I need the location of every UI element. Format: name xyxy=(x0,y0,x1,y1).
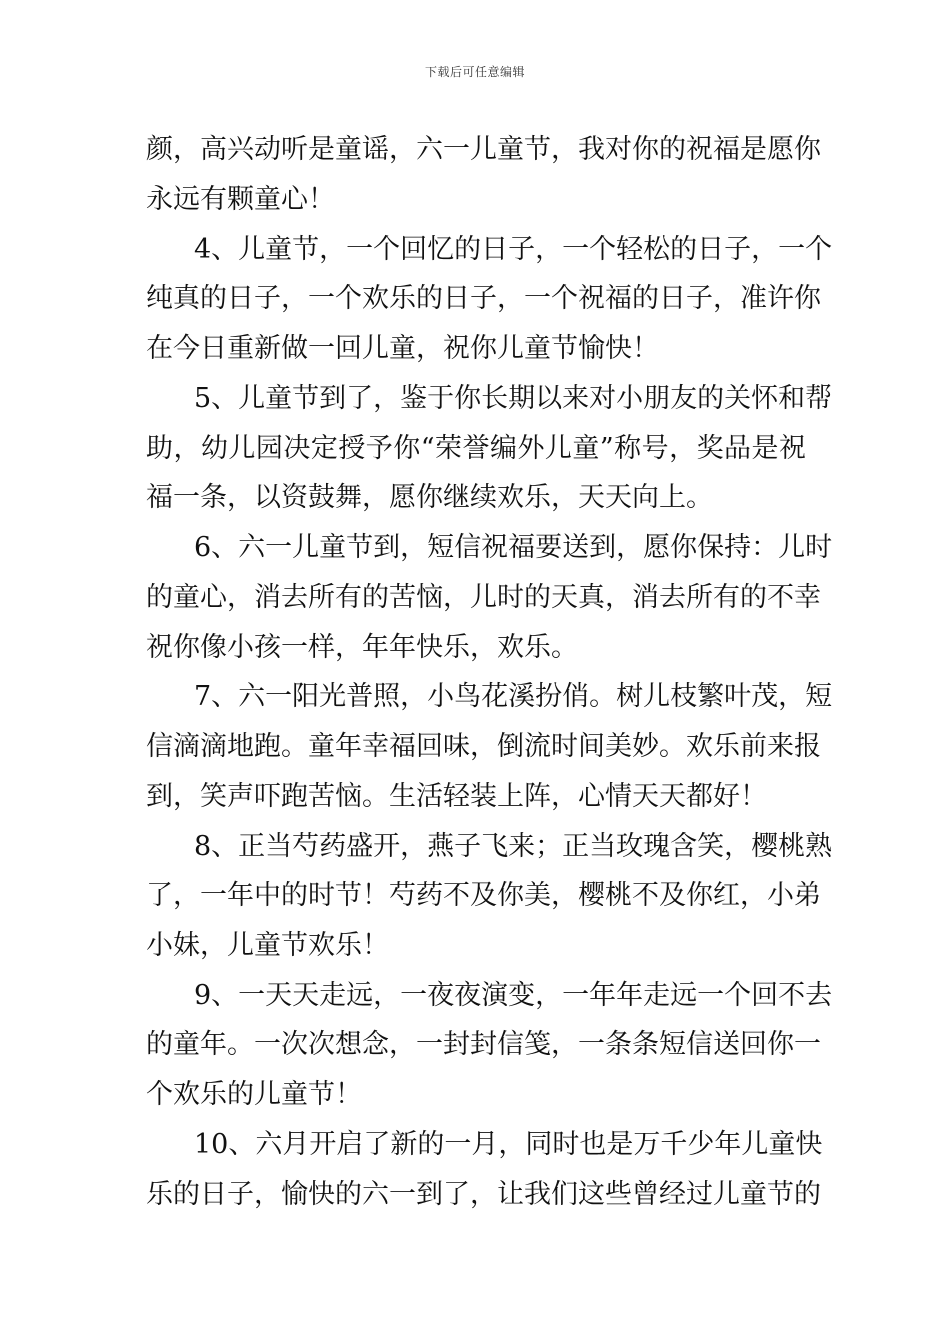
text-line: 10、六月开启了新的一月，同时也是万千少年儿童快 xyxy=(194,1129,823,1160)
text-line: 5、儿童节到了，鉴于你长期以来对小朋友的关怀和帮 xyxy=(194,383,833,414)
text-line: 的童心，消去所有的苦恼，儿时的天真，消去所有的不幸 xyxy=(146,582,821,613)
text-line: 了，一年中的时节！芍药不及你美，樱桃不及你红，小弟 xyxy=(146,880,821,911)
text-line: 永远有颗童心！ xyxy=(146,184,335,215)
text-line: 在今日重新做一回儿童，祝你儿童节愉快！ xyxy=(146,333,659,364)
text-line: 颜，高兴动听是童谣，六一儿童节，我对你的祝福是愿你 xyxy=(146,134,821,165)
text-line: 6、六一儿童节到，短信祝福要送到，愿你保持：儿时 xyxy=(194,532,833,563)
text-line: 乐的日子，愉快的六一到了，让我们这些曾经过儿童节的 xyxy=(146,1179,821,1210)
text-line: 小妹，儿童节欢乐！ xyxy=(146,930,389,961)
text-line: 福一条，以资鼓舞，愿你继续欢乐，天天向上。 xyxy=(146,482,713,513)
text-line: 7、六一阳光普照，小鸟花溪扮俏。树儿枝繁叶茂，短 xyxy=(194,681,833,712)
text-line: 纯真的日子，一个欢乐的日子，一个祝福的日子，准许你 xyxy=(146,283,821,314)
text-line: 9、一天天走远，一夜夜演变，一年年走远一个回不去 xyxy=(194,980,833,1011)
text-line: 个欢乐的儿童节！ xyxy=(146,1079,362,1110)
text-line: 到，笑声吓跑苦恼。生活轻装上阵，心情天天都好！ xyxy=(146,781,767,812)
page-header: 下载后可任意编辑 xyxy=(424,65,525,79)
text-line: 祝你像小孩一样，年年快乐，欢乐。 xyxy=(146,632,578,663)
text-line: 4、儿童节，一个回忆的日子，一个轻松的日子，一个 xyxy=(194,234,833,265)
text-line: 8、正当芍药盛开，燕子飞来；正当玫瑰含笑，樱桃熟 xyxy=(194,831,833,862)
text-line: 助，幼儿园决定授予你“荣誉编外儿童”称号，奖品是祝 xyxy=(146,433,806,464)
text-line: 信滴滴地跑。童年幸福回味，倒流时间美妙。欢乐前来报 xyxy=(146,731,821,762)
text-line: 的童年。一次次想念，一封封信笺，一条条短信送回你一 xyxy=(146,1029,821,1060)
